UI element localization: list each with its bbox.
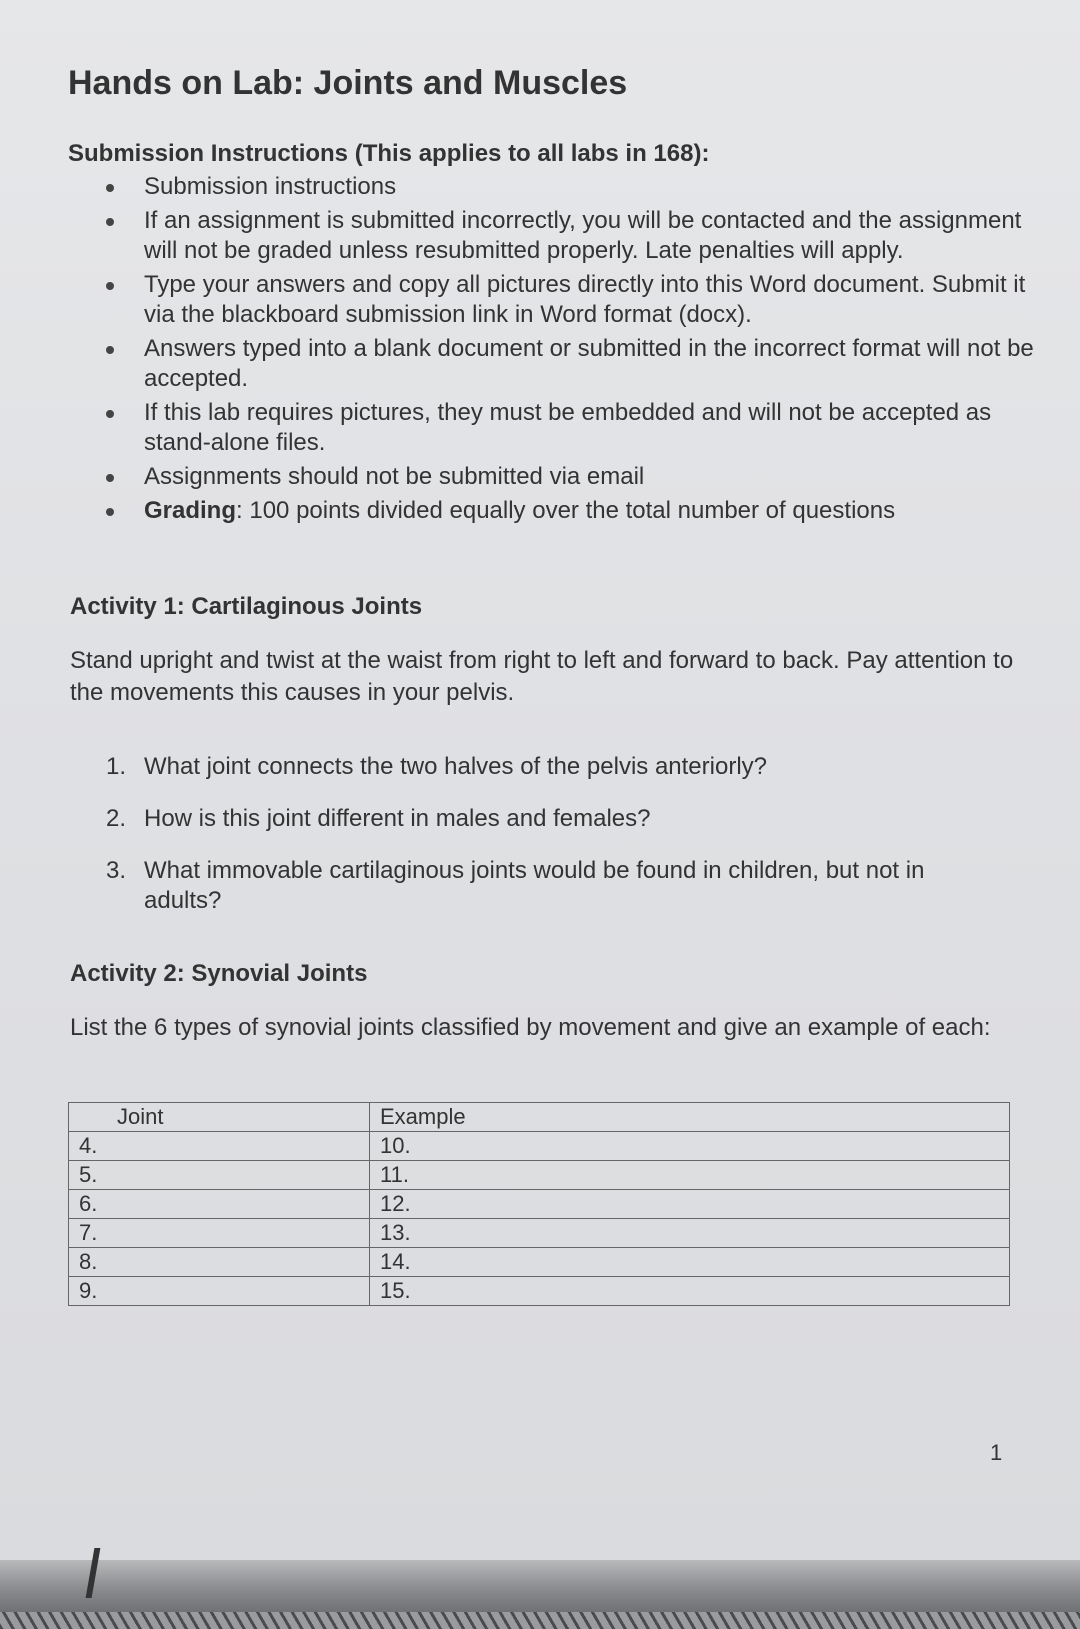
bullet-icon xyxy=(106,410,114,418)
question-text: What immovable cartilaginous joints would be found in children, but not in adults? xyxy=(144,857,925,914)
bullet-text: : 100 points divided equally over the total number of questions xyxy=(236,497,896,524)
joint-column-header: Joint xyxy=(69,1103,370,1132)
question-number: 1. xyxy=(106,753,127,780)
bullet-item xyxy=(100,206,1050,266)
table-row xyxy=(69,1190,1010,1219)
example-answer-cell[interactable]: 12. xyxy=(370,1190,1010,1219)
bullet-item xyxy=(100,334,1050,394)
example-answer-cell[interactable]: 14. xyxy=(370,1248,1010,1277)
joint-answer-cell[interactable]: 5. xyxy=(69,1161,370,1190)
bullet-text: Submission instructions xyxy=(144,173,397,200)
joint-answer-cell[interactable]: 8. xyxy=(69,1248,370,1277)
bullet-text: Type your answers and copy all pictures directly into this Word document. Submit it via the blackboard submission link in Word format (docx). xyxy=(144,271,1026,328)
grading-label: Grading xyxy=(144,497,237,524)
question-text: What joint connects the two halves of the pelvis anteriorly? xyxy=(144,753,767,780)
bullet-text: Answers typed into a blank document or submitted in the incorrect format will not be accepted. xyxy=(144,335,1034,392)
activity2-intro: List the 6 types of synovial joints classified by movement and give an example of each: xyxy=(70,1014,991,1041)
bullet-icon xyxy=(106,218,114,226)
table-row xyxy=(69,1277,1010,1306)
question-item xyxy=(106,752,966,782)
bullet-item xyxy=(100,270,1050,330)
activity2-title: Activity 2: Synovial Joints xyxy=(70,960,368,987)
question-number: 2. xyxy=(106,805,127,832)
question-item xyxy=(106,804,966,834)
joint-answer-cell[interactable]: 7. xyxy=(69,1219,370,1248)
example-answer-cell[interactable]: 15. xyxy=(370,1277,1010,1306)
synovial-joints-table xyxy=(68,1102,1010,1306)
activity1-title: Activity 1: Cartilaginous Joints xyxy=(70,593,423,620)
question-number: 3. xyxy=(106,857,127,884)
bezel-pattern xyxy=(0,1612,1080,1629)
example-answer-cell[interactable]: 10. xyxy=(370,1132,1010,1161)
page-number: 1 xyxy=(990,1440,1003,1465)
example-answer-cell[interactable]: 13. xyxy=(370,1219,1010,1248)
joint-answer-cell[interactable]: 9. xyxy=(69,1277,370,1306)
bullet-text: If an assignment is submitted incorrectly, you will be contacted and the assignment will not be graded unless resubmitted properly. Late penalties will apply. xyxy=(144,207,1022,264)
table-header-row xyxy=(69,1103,1010,1132)
bullet-icon xyxy=(106,474,114,482)
bullet-icon xyxy=(106,346,114,354)
example-answer-cell[interactable]: 11. xyxy=(370,1161,1010,1190)
example-column-header: Example xyxy=(370,1103,1010,1132)
joint-answer-cell[interactable]: 6. xyxy=(69,1190,370,1219)
bullet-item xyxy=(100,496,1050,526)
bullet-item xyxy=(100,172,1050,202)
bullet-icon xyxy=(106,508,114,516)
submission-bullet-list xyxy=(100,172,1050,530)
activity1-question-list xyxy=(106,752,966,938)
table-row xyxy=(69,1248,1010,1277)
table-row xyxy=(69,1219,1010,1248)
question-text: How is this joint different in males and females? xyxy=(144,805,651,832)
bullet-icon xyxy=(106,282,114,290)
activity1-intro: Stand upright and twist at the waist from right to left and forward to back. Pay attention to the movements this causes in your pelvis. xyxy=(70,647,1014,706)
bullet-item xyxy=(100,462,1050,492)
bullet-icon xyxy=(106,184,114,192)
table-row xyxy=(69,1132,1010,1161)
joint-answer-cell[interactable]: 4. xyxy=(69,1132,370,1161)
table-row xyxy=(69,1161,1010,1190)
bullet-text: If this lab requires pictures, they must be embedded and will not be accepted as stand-alone files. xyxy=(144,399,992,456)
document-title: Hands on Lab: Joints and Muscles xyxy=(68,64,628,102)
submission-heading: Submission Instructions (This applies to all labs in 168): xyxy=(68,140,710,167)
bullet-item xyxy=(100,398,1050,458)
question-item xyxy=(106,856,966,916)
bullet-text: Assignments should not be submitted via email xyxy=(144,463,645,490)
